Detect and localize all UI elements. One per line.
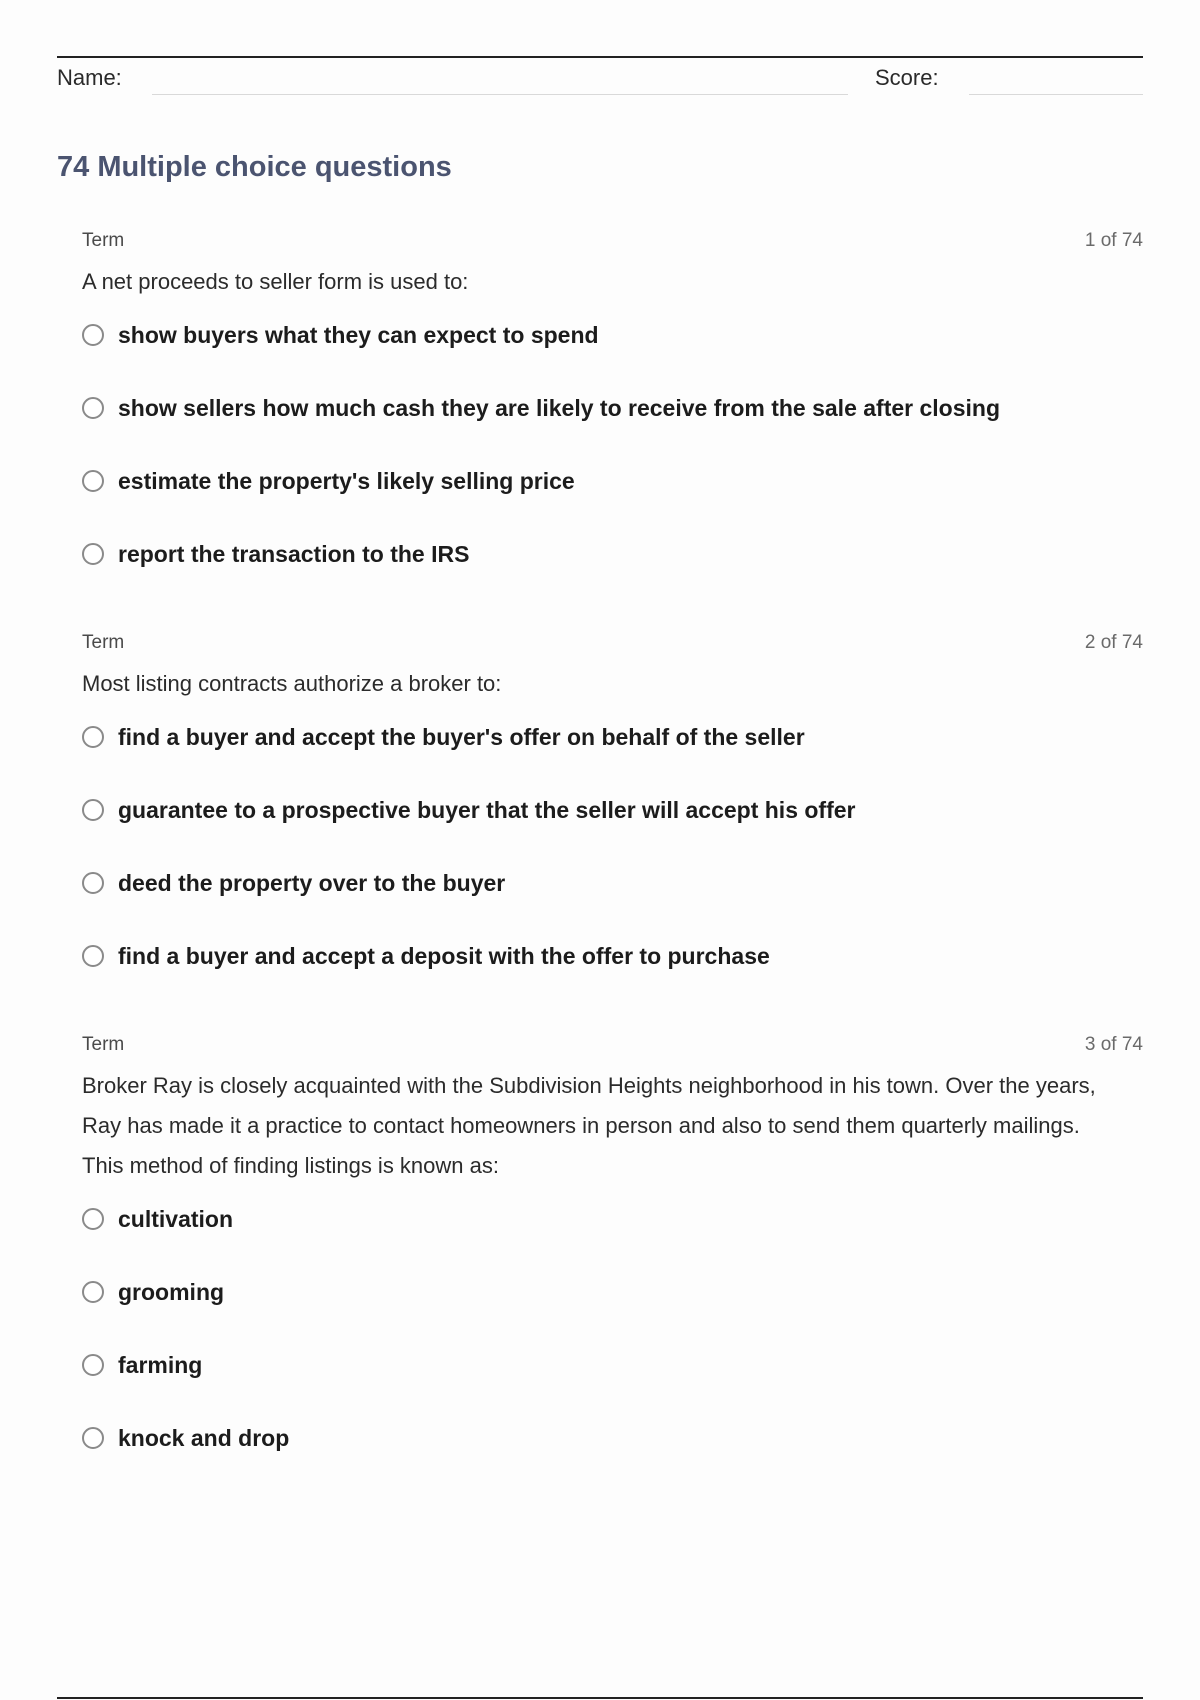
option-label[interactable]: guarantee to a prospective buyer that the seller will accept his offer [118,796,856,823]
answer-option[interactable] [82,1419,1143,1492]
question-counter: 1 of 74 [1084,230,1143,251]
question-list [82,226,1143,1512]
question-counter: 3 of 74 [1084,1034,1143,1055]
answer-option[interactable] [82,535,1143,608]
option-label[interactable]: show buyers what they can expect to spend [118,321,599,348]
question-3 [82,1030,1143,1512]
option-label[interactable]: estimate the property's likely selling price [118,467,575,494]
name-field[interactable] [152,94,848,95]
option-label[interactable]: farming [118,1351,203,1378]
answer-option[interactable] [82,791,1143,864]
answer-option[interactable] [82,1273,1143,1346]
option-label[interactable]: show sellers how much cash they are likely to receive from the sale after closing [118,394,1001,421]
question-text: Most listing contracts authorize a broker to: [82,671,502,696]
option-label[interactable]: find a buyer and accept a deposit with the offer to purchase [118,942,770,969]
radio-button-icon[interactable] [82,945,104,967]
term-label: Term [82,632,125,653]
top-rule [57,56,1143,58]
answer-option[interactable] [82,1200,1143,1273]
option-label[interactable]: deed the property over to the buyer [118,869,506,896]
answer-option[interactable] [82,864,1143,937]
answer-option[interactable] [82,718,1143,791]
radio-button-icon[interactable] [82,397,104,419]
answer-option[interactable] [82,389,1143,462]
radio-button-icon[interactable] [82,1208,104,1230]
radio-button-icon[interactable] [82,1281,104,1303]
name-label: Name: [57,65,122,90]
radio-button-icon[interactable] [82,324,104,346]
worksheet-header [57,64,1143,98]
radio-button-icon[interactable] [82,1427,104,1449]
answer-option[interactable] [82,1346,1143,1419]
option-label[interactable]: knock and drop [118,1424,290,1451]
score-field[interactable] [969,94,1143,95]
question-header [82,1030,1143,1060]
radio-button-icon[interactable] [82,543,104,565]
option-label[interactable]: cultivation [118,1205,234,1232]
radio-button-icon[interactable] [82,726,104,748]
question-2 [82,628,1143,1030]
term-label: Term [82,230,125,251]
score-label: Score: [875,65,939,90]
radio-button-icon[interactable] [82,1354,104,1376]
radio-button-icon[interactable] [82,872,104,894]
answer-option[interactable] [82,316,1143,389]
term-label: Term [82,1034,125,1055]
question-header [82,226,1143,256]
question-1 [82,226,1143,628]
bottom-rule [57,1697,1143,1699]
question-header [82,628,1143,658]
option-label[interactable]: find a buyer and accept the buyer's offer on behalf of the seller [118,723,805,750]
question-counter: 2 of 74 [1084,632,1143,653]
radio-button-icon[interactable] [82,799,104,821]
question-text: Broker Ray is closely acquainted with the Subdivision Heights neighborhood in his town. Over the years, Ray has made it a practice to contact homeowners in person and also to send them quarterly mailings. This method of finding listings is known as: [82,1073,1096,1178]
answer-option[interactable] [82,937,1143,1010]
answer-option[interactable] [82,462,1143,535]
radio-button-icon[interactable] [82,470,104,492]
option-label[interactable]: grooming [118,1278,225,1305]
section-title: 74 Multiple choice questions [57,151,452,183]
question-text: A net proceeds to seller form is used to: [82,269,469,294]
option-label[interactable]: report the transaction to the IRS [118,540,470,567]
